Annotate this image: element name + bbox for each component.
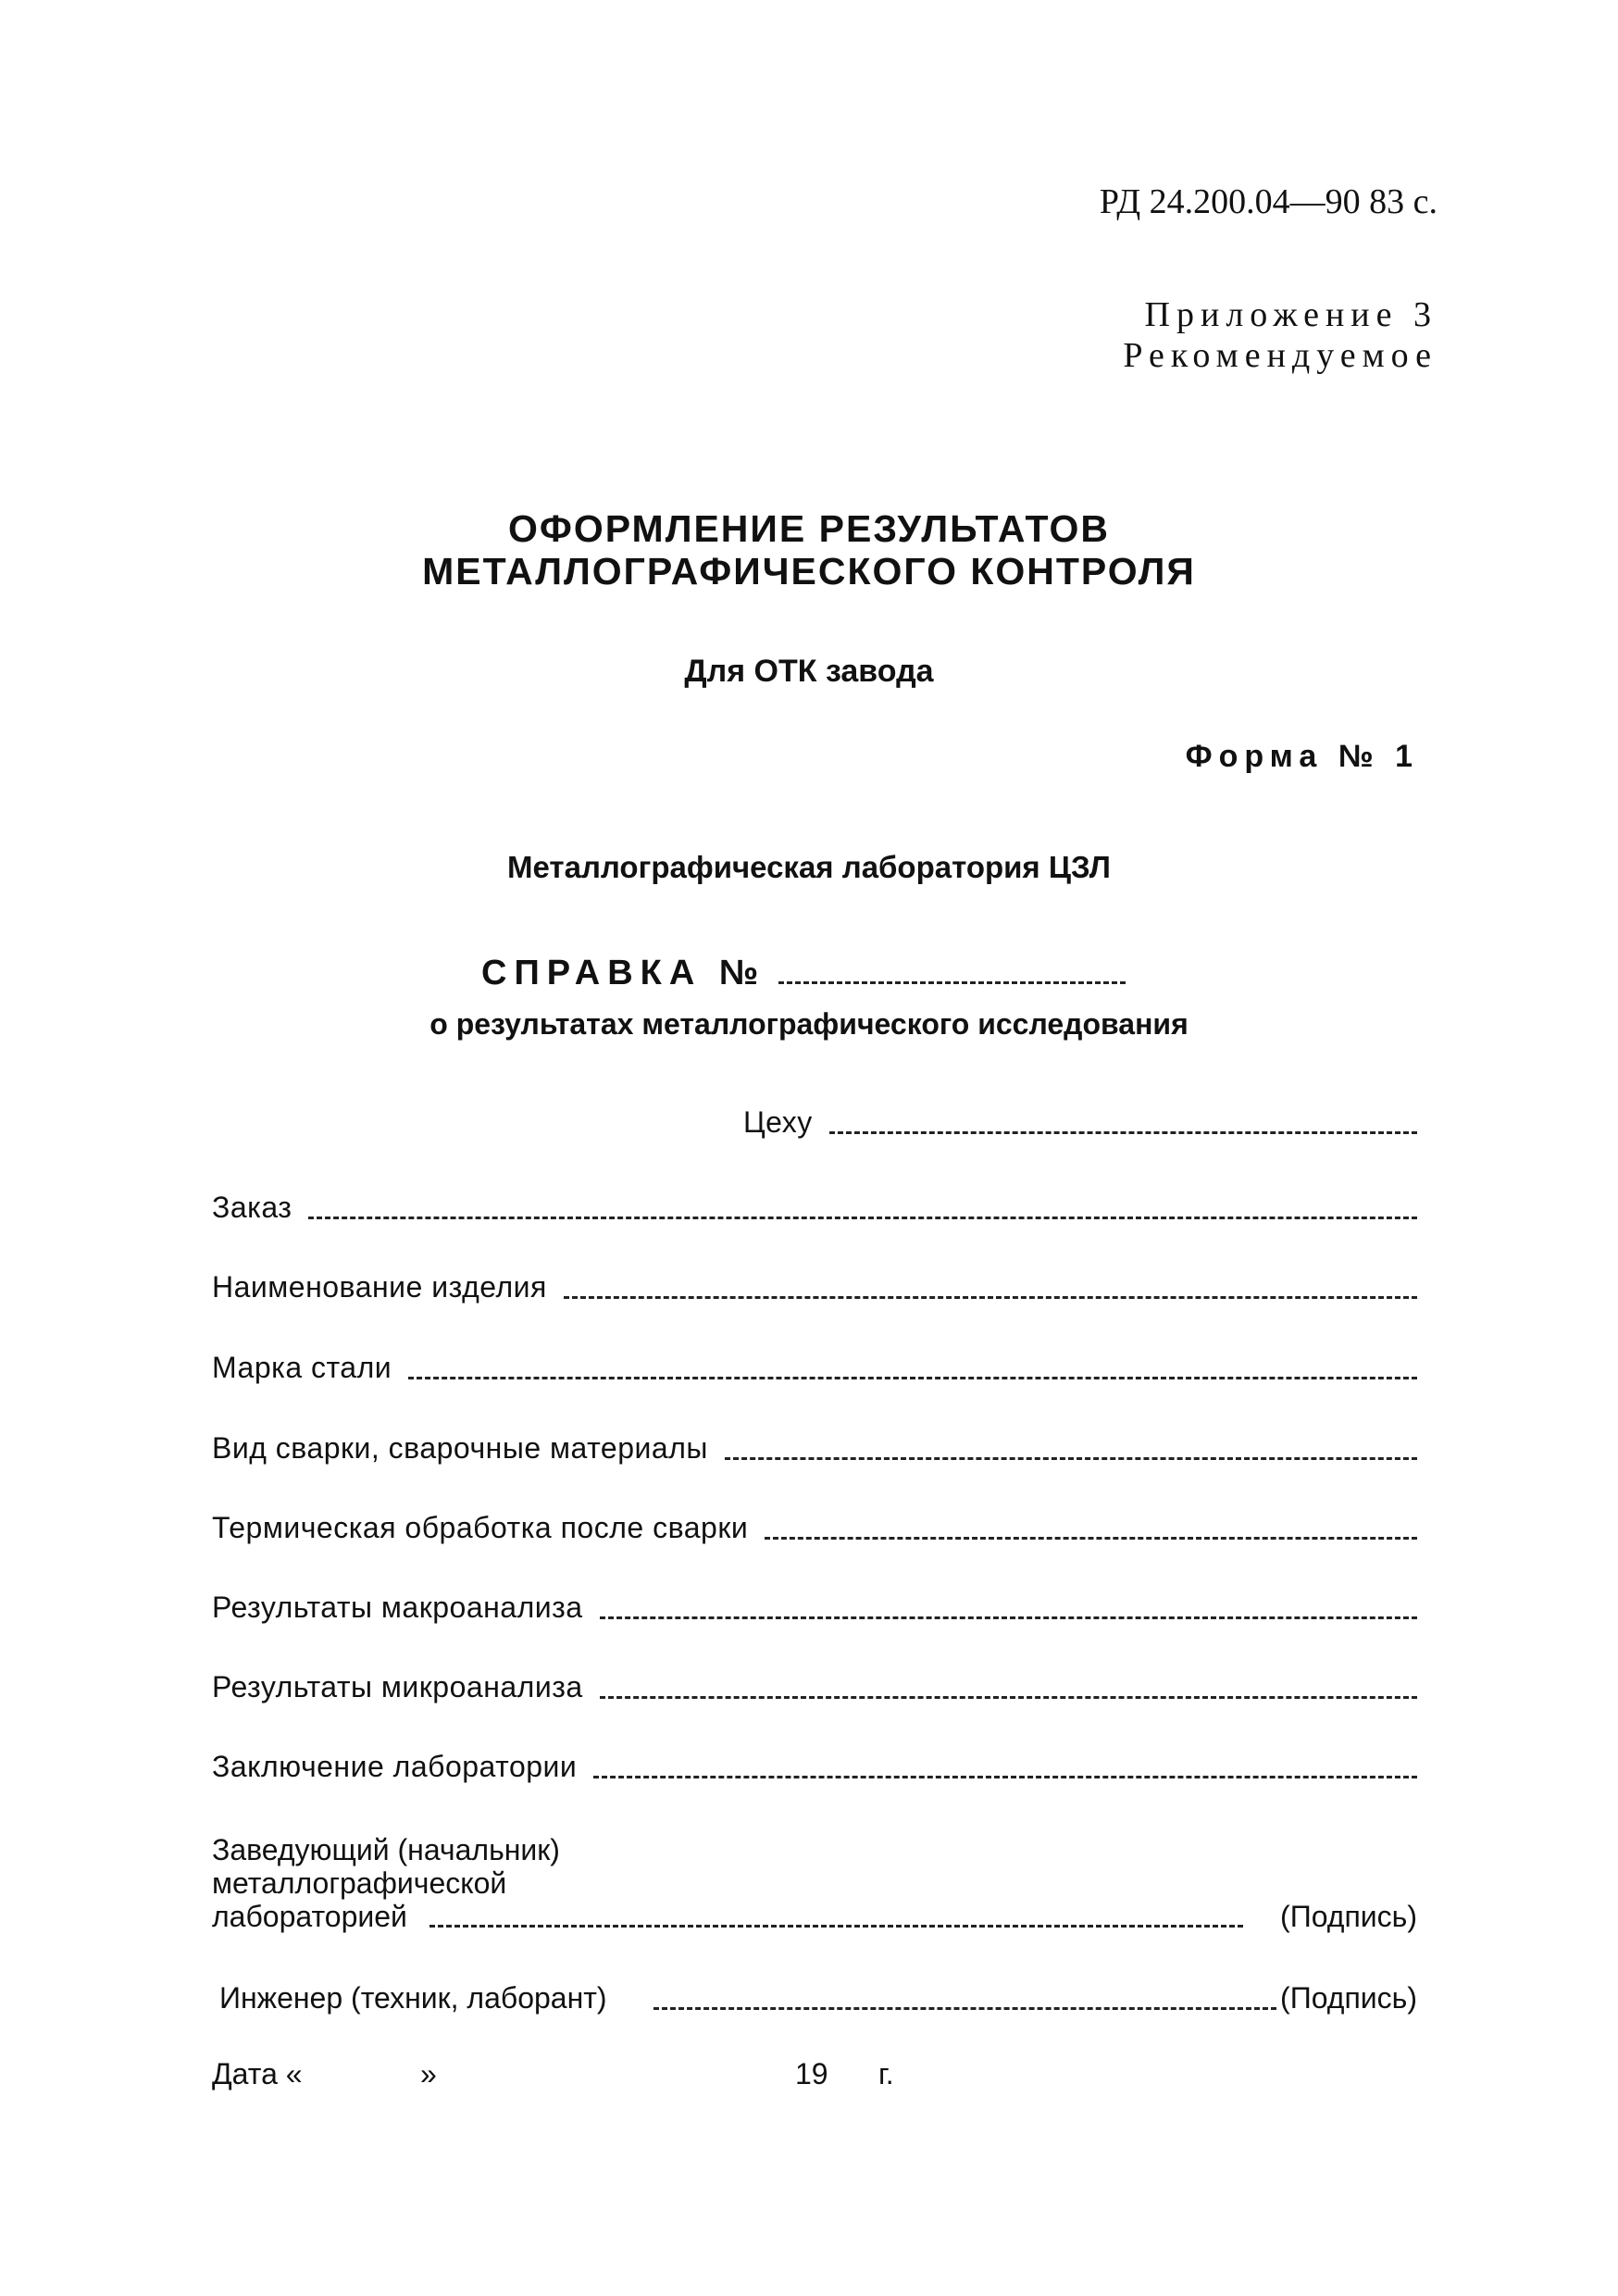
- date-close-quote: »: [420, 2057, 437, 2090]
- steel-grade-label: Марка стали: [212, 1351, 392, 1384]
- workshop-line[interactable]: [829, 1131, 1417, 1134]
- heat-treatment-field[interactable]: [212, 1511, 1417, 1545]
- workshop-label: Цеху: [743, 1105, 813, 1139]
- appendix-number: Приложение 3: [1144, 295, 1438, 334]
- order-field[interactable]: [212, 1191, 1417, 1225]
- conclusion-line[interactable]: [593, 1776, 1417, 1778]
- head-signature-line[interactable]: [429, 1925, 1243, 1928]
- head-label-line-2: металлографической: [212, 1866, 507, 1900]
- macro-label: Результаты макроанализа: [212, 1591, 583, 1624]
- document-reference: РД 24.200.04—90 83 с.: [1099, 182, 1438, 221]
- micro-field[interactable]: [212, 1670, 1417, 1704]
- conclusion-field[interactable]: [212, 1750, 1417, 1784]
- document-subtitle: Для ОТК завода: [684, 654, 934, 689]
- macro-field[interactable]: [212, 1591, 1417, 1625]
- welding-label: Вид сварки, сварочные материалы: [212, 1431, 708, 1465]
- welding-field[interactable]: [212, 1431, 1417, 1466]
- engineer-signature-block: [219, 1981, 1417, 2015]
- product-name-label: Наименование изделия: [212, 1270, 547, 1304]
- spravka-heading: [481, 954, 1126, 993]
- engineer-label: Инженер (техник, лаборант): [219, 1981, 607, 2015]
- workshop-field[interactable]: [743, 1105, 1417, 1140]
- title-line-1: ОФОРМЛЕНИЕ РЕЗУЛЬТАТОВ: [507, 507, 1111, 550]
- form-number: Форма № 1: [1185, 739, 1419, 774]
- heat-treatment-line[interactable]: [765, 1537, 1417, 1540]
- laboratory-name: Металлографическая лаборатория ЦЗЛ: [507, 850, 1111, 884]
- conclusion-label: Заключение лаборатории: [212, 1750, 578, 1783]
- product-name-line[interactable]: [564, 1296, 1417, 1299]
- spravka-number-field[interactable]: [778, 954, 1126, 984]
- steel-grade-field[interactable]: [212, 1351, 1417, 1385]
- product-name-field[interactable]: [212, 1270, 1417, 1304]
- order-label: Заказ: [212, 1191, 292, 1224]
- welding-line[interactable]: [725, 1457, 1417, 1460]
- spravka-title: СПРАВКА №: [481, 954, 766, 992]
- steel-grade-line[interactable]: [408, 1377, 1417, 1379]
- appendix-block: [1123, 294, 1438, 376]
- micro-line[interactable]: [600, 1696, 1417, 1699]
- engineer-signature-caption: (Подпись): [1280, 1981, 1417, 2015]
- document-title: [0, 507, 1618, 593]
- spravka-subtitle: о результатах металлографического исследования: [429, 1007, 1189, 1041]
- date-year-suffix: г.: [878, 2057, 894, 2090]
- micro-label: Результаты микроанализа: [212, 1670, 583, 1703]
- head-signature-caption: (Подпись): [1280, 1900, 1417, 1933]
- order-line[interactable]: [308, 1217, 1417, 1219]
- head-label-line-1: Заведующий (начальник): [212, 1833, 560, 1866]
- heat-treatment-label: Термическая обработка после сварки: [212, 1511, 749, 1544]
- appendix-status: Рекомендуемое: [1123, 336, 1438, 375]
- date-year-prefix: 19: [795, 2057, 828, 2090]
- title-line-2: МЕТАЛЛОГРАФИЧЕСКОГО КОНТРОЛЯ: [422, 550, 1196, 593]
- date-row[interactable]: [212, 2057, 1415, 2094]
- head-label-line-3: лабораторией: [212, 1900, 407, 1933]
- date-label: Дата «: [212, 2057, 303, 2090]
- head-signature-block: [212, 1833, 1417, 1933]
- macro-line[interactable]: [600, 1616, 1417, 1619]
- engineer-signature-line[interactable]: [653, 2007, 1276, 2010]
